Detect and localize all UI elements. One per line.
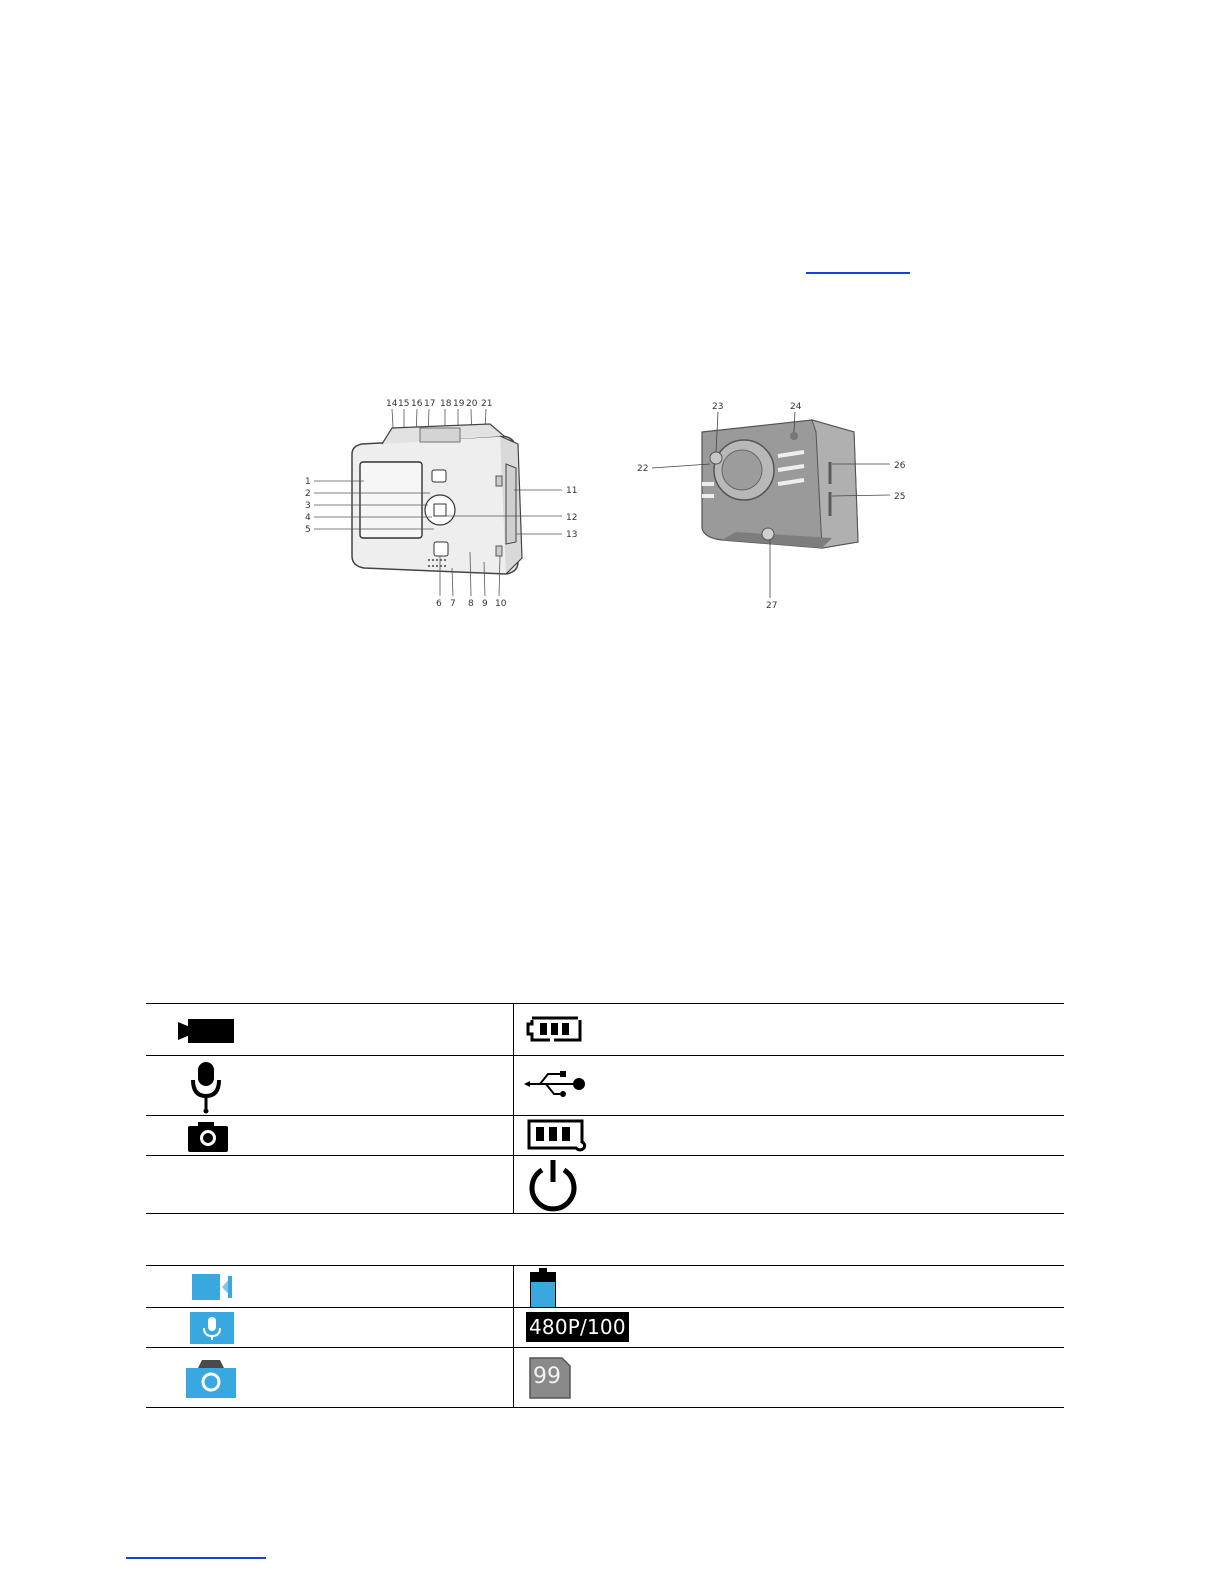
callout-16: 16 xyxy=(411,399,423,409)
link-underline-footer[interactable] xyxy=(126,1557,266,1559)
callout-labels-top xyxy=(386,399,492,409)
callout-1: 1 xyxy=(305,477,311,487)
table-row xyxy=(146,1266,1064,1308)
resolution-badge: 480P/100 xyxy=(526,1312,629,1342)
table-row xyxy=(146,1116,1064,1156)
video-camera-icon xyxy=(178,1016,236,1046)
callout-22: 22 xyxy=(637,464,649,474)
table-row xyxy=(146,1056,1064,1116)
callout-24: 24 xyxy=(790,402,802,412)
camera-back-diagram xyxy=(300,392,590,612)
callout-26: 26 xyxy=(894,461,906,471)
sd-card-count: 99 xyxy=(533,1364,561,1389)
callout-21: 21 xyxy=(481,399,493,409)
callout-27: 27 xyxy=(766,601,778,611)
link-underline-top[interactable] xyxy=(806,272,910,274)
callout-5: 5 xyxy=(305,525,311,535)
callout-9: 9 xyxy=(482,599,488,609)
power-icon xyxy=(526,1158,580,1212)
callout-4: 4 xyxy=(305,513,311,523)
table-row xyxy=(146,1308,1064,1348)
callout-2: 2 xyxy=(305,489,311,499)
video-mode-icon xyxy=(192,1272,236,1302)
battery-charging-icon xyxy=(526,1118,588,1154)
usb-icon xyxy=(524,1066,588,1102)
screen-icons-table xyxy=(146,1265,1064,1408)
camera-front-diagram xyxy=(632,392,912,612)
callout-20: 20 xyxy=(466,399,478,409)
callout-14: 14 xyxy=(386,399,398,409)
audio-mode-icon xyxy=(190,1312,234,1344)
callout-13: 13 xyxy=(566,530,578,540)
callout-6: 6 xyxy=(436,599,442,609)
callout-10: 10 xyxy=(495,599,507,609)
callout-19: 19 xyxy=(453,399,465,409)
battery-level-icon xyxy=(528,1268,558,1308)
callout-25: 25 xyxy=(894,492,906,502)
callout-labels-left xyxy=(305,477,311,535)
callout-8: 8 xyxy=(468,599,474,609)
callout-labels-bottom xyxy=(436,599,507,609)
table-row xyxy=(146,1004,1064,1056)
photo-mode-icon xyxy=(186,1356,236,1398)
callout-18: 18 xyxy=(440,399,452,409)
callout-labels-right xyxy=(566,486,577,540)
callout-23: 23 xyxy=(712,402,724,412)
callout-15: 15 xyxy=(398,399,410,409)
callout-12: 12 xyxy=(566,513,578,523)
callout-3: 3 xyxy=(305,501,311,511)
photo-camera-icon xyxy=(188,1120,228,1152)
sd-card-icon xyxy=(528,1356,572,1400)
battery-full-icon xyxy=(526,1014,586,1044)
microphone-icon xyxy=(188,1062,224,1114)
callout-11: 11 xyxy=(566,486,578,496)
button-icons-table xyxy=(146,1003,1064,1214)
callout-7: 7 xyxy=(450,599,456,609)
table-row xyxy=(146,1348,1064,1408)
callout-17: 17 xyxy=(424,399,436,409)
table-row xyxy=(146,1156,1064,1214)
